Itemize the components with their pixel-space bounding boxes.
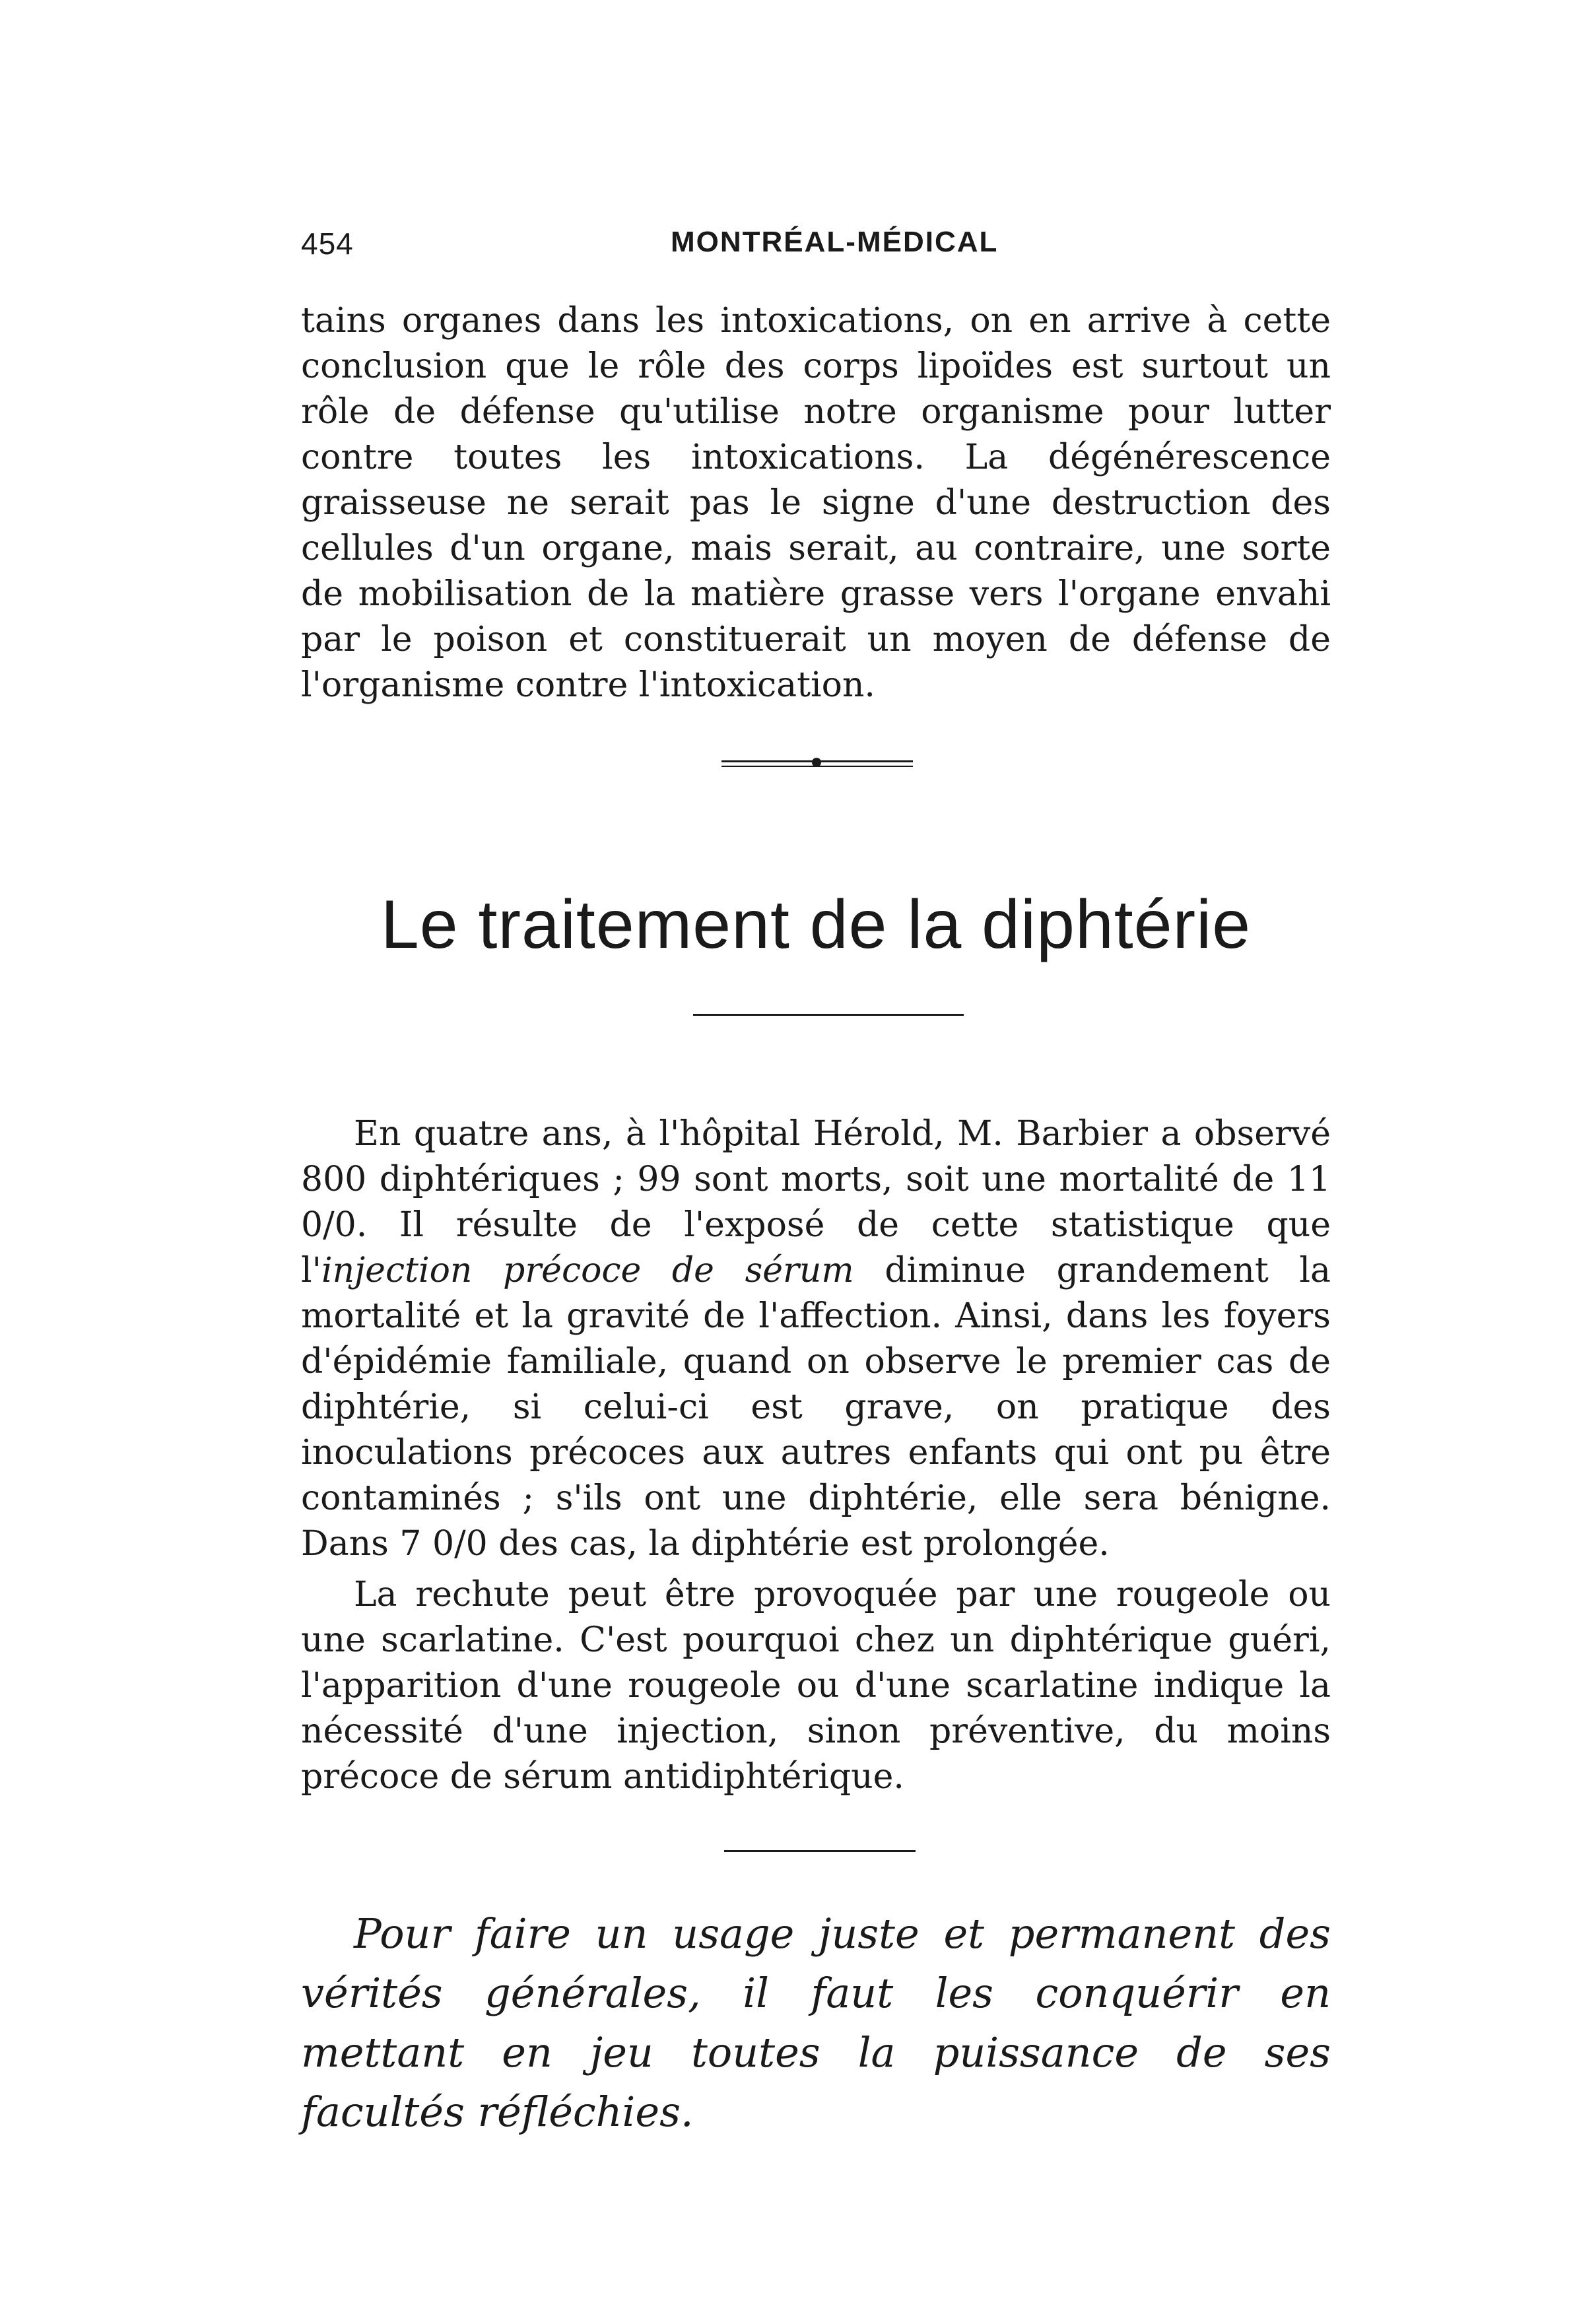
running-head: MONTRÉAL-MÉDICAL — [671, 226, 999, 258]
article-paragraph-1-text-a: En quatre ans, à l'hôpital Hérold, M. Barbier a observé 800 diphtériques ; 99 sont morts, soit une mortalité de 11 0/0. Il résulte de l'exposé de cette statistique que l' — [301, 1114, 1331, 1290]
article-paragraph-1 — [301, 1112, 1331, 1567]
intro-paragraph: tains organes dans les intoxications, on en arrive à cette conclusion que le rôle des corps lipoïdes est surtout un rôle de défense qu'utilise notre organisme pour lutter contre toutes les intoxications. La dégénérescence graisseuse ne serait pas le signe d'une destruction des cellules d'un organe, mais serait, au contraire, une sorte de mobilisation de la matière grasse vers l'organe envahi par le poison et constituerait un moyen de défense de l'organisme contre l'intoxication. — [301, 301, 1331, 705]
article-title: Le traitement de la diphtérie — [380, 886, 1252, 963]
article-paragraph-2: La rechute peut être provoquée par une rougeole ou une scarlatine. C'est pourquoi chez un diphtérique guéri, l'apparition d'une rougeole ou d'une scarlatine indique la nécessité d'une injection, sinon préventive, du moins précoce de sérum antidiphtérique. — [301, 1575, 1331, 1797]
closing-quote: Pour faire un usage juste et permanent des vérités générales, il faut les conquérir en mettant en jeu toutes la puissance de ses facultés réfléchies. — [301, 1909, 1331, 2136]
closing-rule — [724, 1850, 916, 1852]
page-header — [301, 226, 1331, 272]
page-number: 454 — [301, 226, 354, 261]
article-paragraph-1-text-b: diminue grandement la mortalité et la gravité de l'affection. Ainsi, dans les foyers d'épidémie familiale, quand on observe le premier cas de diphtérie, si celui-ci est grave, on pratique des inoculations précoces aux autres enfants qui ont pu être contaminés ; s'ils ont une diphtérie, elle sera bénigne. Dans 7 0/0 des cas, la diphtérie est prolongée. — [301, 1251, 1331, 1564]
article-paragraph-1-italic: injection précoce de sérum — [321, 1251, 854, 1290]
title-rule — [693, 1014, 964, 1016]
section-ornament — [721, 760, 913, 774]
